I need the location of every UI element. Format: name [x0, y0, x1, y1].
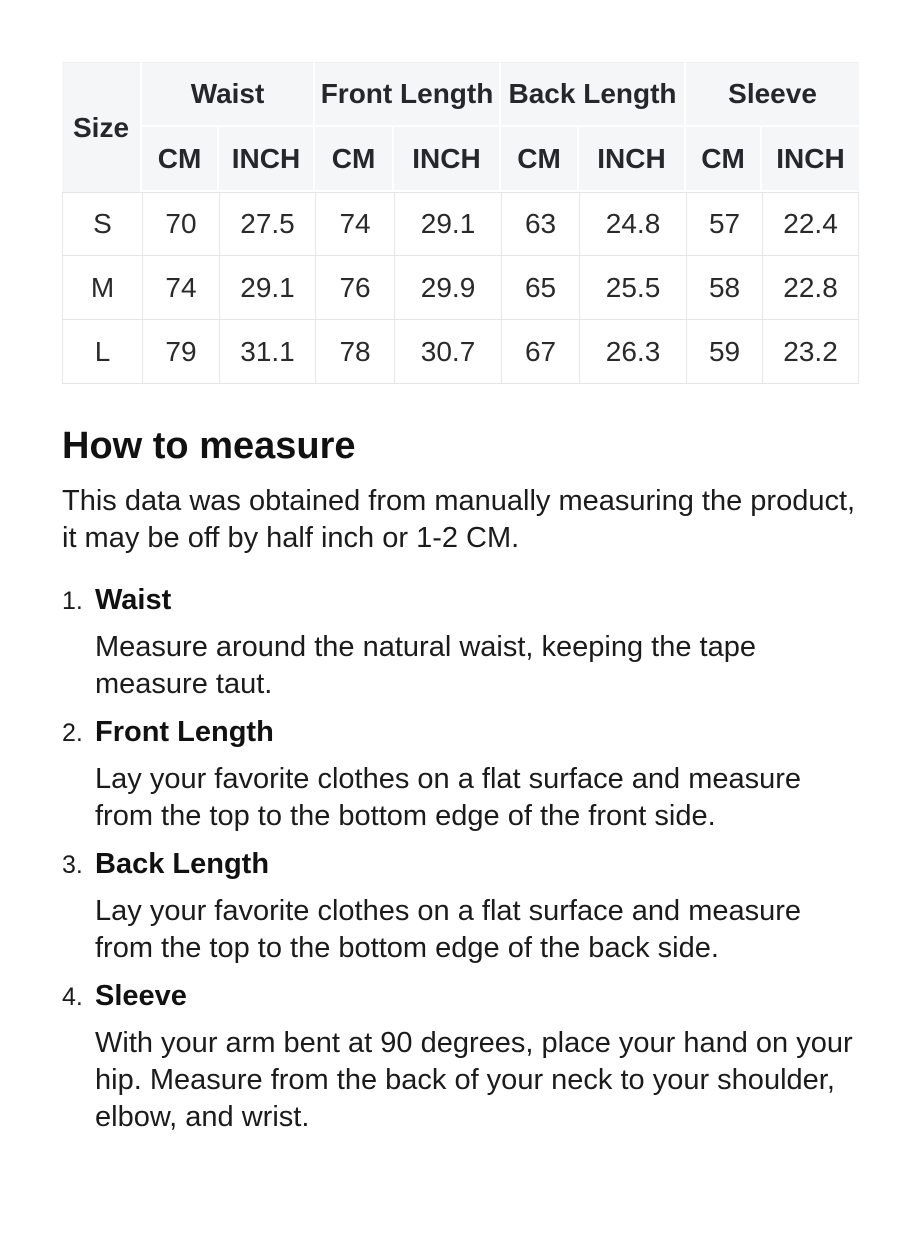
measure-intro-text: This data was obtained from manually measuring the product, it may be off by half inch or 1-2 CM. [62, 485, 856, 554]
measure-steps-list [62, 582, 863, 1136]
value-cell: 67 [501, 320, 579, 384]
value-cell: 74 [315, 192, 394, 256]
table-row-size-s [62, 192, 859, 256]
measure-step-waist [62, 582, 863, 703]
step-description: Lay your favorite clothes on a flat surface and measure from the top to the bottom edge of the back side. [95, 895, 802, 964]
group-header-sleeve: Sleeve [686, 62, 859, 127]
size-guide-page [0, 62, 920, 1136]
table-row-size-l [62, 320, 859, 384]
measure-step-back-length [62, 846, 863, 967]
step-description: Lay your favorite clothes on a flat surface and measure from the top to the bottom edge of the front side. [95, 763, 802, 832]
value-cell: 29.1 [219, 256, 315, 320]
group-header-front-length: Front Length [315, 62, 501, 127]
value-cell: 58 [686, 256, 762, 320]
value-cell: 22.8 [762, 256, 859, 320]
size-chart-header [62, 62, 859, 192]
value-cell: 57 [686, 192, 762, 256]
step-body [95, 714, 863, 835]
group-header-waist: Waist [142, 62, 315, 127]
value-cell: 63 [501, 192, 579, 256]
value-cell: 29.1 [394, 192, 501, 256]
step-description: Measure around the natural waist, keeping the tape measure taut. [95, 631, 756, 700]
size-chart-table [62, 62, 859, 384]
value-cell: 27.5 [219, 192, 315, 256]
step-number: 4. [62, 983, 83, 1011]
step-title: Front Length [95, 716, 274, 748]
table-row-size-m [62, 256, 859, 320]
group-header-back-length: Back Length [501, 62, 686, 127]
value-cell: 70 [142, 192, 219, 256]
step-title: Sleeve [95, 980, 187, 1012]
step-body [95, 582, 863, 703]
value-cell: 22.4 [762, 192, 859, 256]
group-header-row [62, 62, 859, 127]
step-title: Waist [95, 584, 172, 616]
unit-header: INCH [394, 127, 501, 192]
step-body [95, 846, 863, 967]
measure-step-sleeve [62, 978, 863, 1136]
step-number: 2. [62, 719, 83, 747]
value-cell: 24.8 [579, 192, 686, 256]
unit-header: INCH [762, 127, 859, 192]
unit-header-row [62, 127, 859, 192]
size-column-header: Size [62, 62, 142, 192]
value-cell: 59 [686, 320, 762, 384]
unit-header: INCH [219, 127, 315, 192]
unit-header: CM [315, 127, 394, 192]
how-to-measure-heading: How to measure [62, 425, 356, 467]
unit-header: INCH [579, 127, 686, 192]
value-cell: 25.5 [579, 256, 686, 320]
step-description: With your arm bent at 90 degrees, place your hand on your hip. Measure from the back of your neck to your shoulder, elbow, and wrist. [95, 1027, 853, 1133]
step-body [95, 978, 863, 1136]
value-cell: 31.1 [219, 320, 315, 384]
value-cell: 23.2 [762, 320, 859, 384]
value-cell: 30.7 [394, 320, 501, 384]
size-cell: L [62, 320, 142, 384]
size-cell: M [62, 256, 142, 320]
step-title: Back Length [95, 848, 270, 880]
value-cell: 65 [501, 256, 579, 320]
value-cell: 26.3 [579, 320, 686, 384]
unit-header: CM [501, 127, 579, 192]
value-cell: 74 [142, 256, 219, 320]
value-cell: 76 [315, 256, 394, 320]
unit-header: CM [686, 127, 762, 192]
value-cell: 79 [142, 320, 219, 384]
step-number: 1. [62, 587, 83, 615]
unit-header: CM [142, 127, 219, 192]
size-cell: S [62, 192, 142, 256]
measure-step-front-length [62, 714, 863, 835]
step-number: 3. [62, 851, 83, 879]
size-chart-body [62, 192, 859, 384]
value-cell: 78 [315, 320, 394, 384]
value-cell: 29.9 [394, 256, 501, 320]
